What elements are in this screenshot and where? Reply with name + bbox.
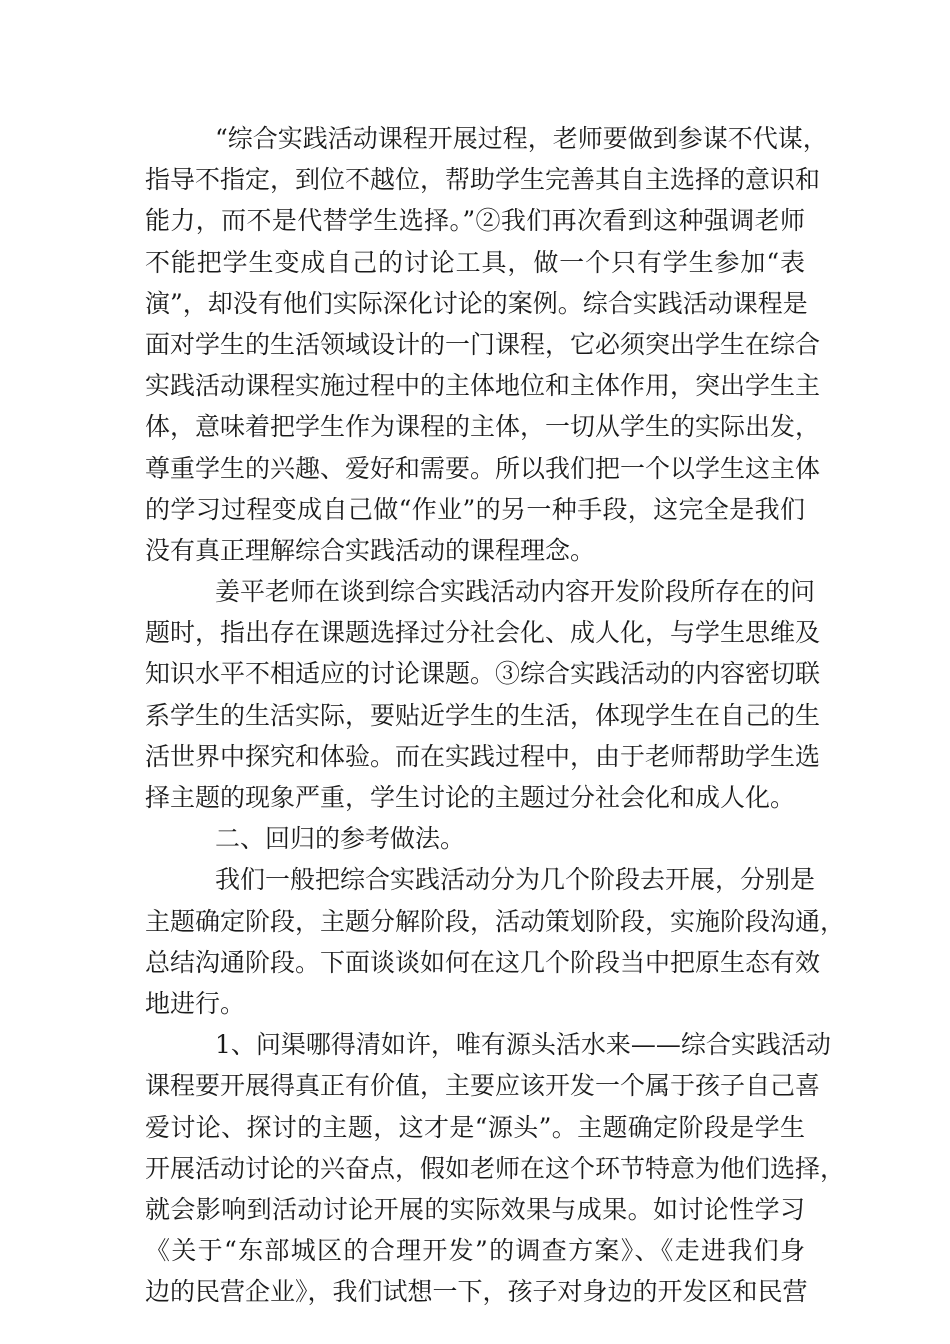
text-line: 开展活动讨论的兴奋点，假如老师在这个环节特意为他们选择， xyxy=(145,1153,846,1183)
text-line: 边的民营企业》，我们试想一下，孩子对身边的开发区和民营 xyxy=(145,1277,808,1307)
text-line: 1、问渠哪得清如许，唯有源头活水来——综合实践活动 xyxy=(215,1030,831,1060)
text-line: 《关于“东部城区的合理开发”的调查方案》、《走进我们身 xyxy=(145,1236,805,1266)
text-line: 尊重学生的兴趣、爱好和需要。所以我们把一个以学生这主体 xyxy=(145,453,821,483)
text-line: 指导不指定，到位不越位，帮助学生完善其自主选择的意识和 xyxy=(145,165,821,195)
text-line: 实践活动课程实施过程中的主体地位和主体作用，突出学生主 xyxy=(145,371,821,401)
text-line: 题时，指出存在课题选择过分社会化、成人化，与学生思维及 xyxy=(145,618,821,648)
text-line: 姜平老师在谈到综合实践活动内容开发阶段所存在的问 xyxy=(215,577,816,607)
text-line: 体，意味着把学生作为课程的主体，一切从学生的实际出发， xyxy=(145,412,821,442)
text-line: 就会影响到活动讨论开展的实际效果与成果。如讨论性学习 xyxy=(145,1194,805,1224)
text-line: 演”，却没有他们实际深化讨论的案例。综合实践活动课程是 xyxy=(145,288,808,318)
text-line: 的学习过程变成自己做“作业”的另一种手段，这完全是我们 xyxy=(145,494,805,524)
text-line: 我们一般把综合实践活动分为几个阶段去开展，分别是 xyxy=(215,865,816,895)
section-heading: 二、回归的参考做法。 xyxy=(215,824,466,854)
text-line: 系学生的生活实际，要贴近学生的生活，体现学生在自己的生 xyxy=(145,700,821,730)
text-line: 地进行。 xyxy=(145,988,246,1018)
text-line: 总结沟通阶段。下面谈谈如何在这几个阶段当中把原生态有效 xyxy=(145,947,821,977)
body-text xyxy=(145,118,846,1312)
text-line: 主题确定阶段，主题分解阶段，活动策划阶段，实施阶段沟通， xyxy=(145,906,846,936)
text-line: 择主题的现象严重，学生讨论的主题过分社会化和成人化。 xyxy=(145,783,796,812)
text-line: 活世界中探究和体验。而在实践过程中，由于老师帮助学生选 xyxy=(145,741,821,771)
text-line: 没有真正理解综合实践活动的课程理念。 xyxy=(145,535,596,565)
text-line: “综合实践活动课程开展过程，老师要做到参谋不代谋， xyxy=(215,124,828,153)
text-line: 不能把学生变成自己的讨论工具，做一个只有学生参加“表 xyxy=(145,247,805,277)
text-line: 爱讨论、探讨的主题，这才是“源头”。主题确定阶段是学生 xyxy=(145,1112,805,1142)
text-line: 面对学生的生活领域设计的一门课程，它必须突出学生在综合 xyxy=(145,329,821,359)
text-line: 知识水平不相适应的讨论课题。③综合实践活动的内容密切联 xyxy=(145,659,821,689)
text-line: 课程要开展得真正有价值，主要应该开发一个属于孩子自己喜 xyxy=(145,1071,821,1101)
text-line: 能力，而不是代替学生选择。”②我们再次看到这种强调老师 xyxy=(145,206,805,236)
